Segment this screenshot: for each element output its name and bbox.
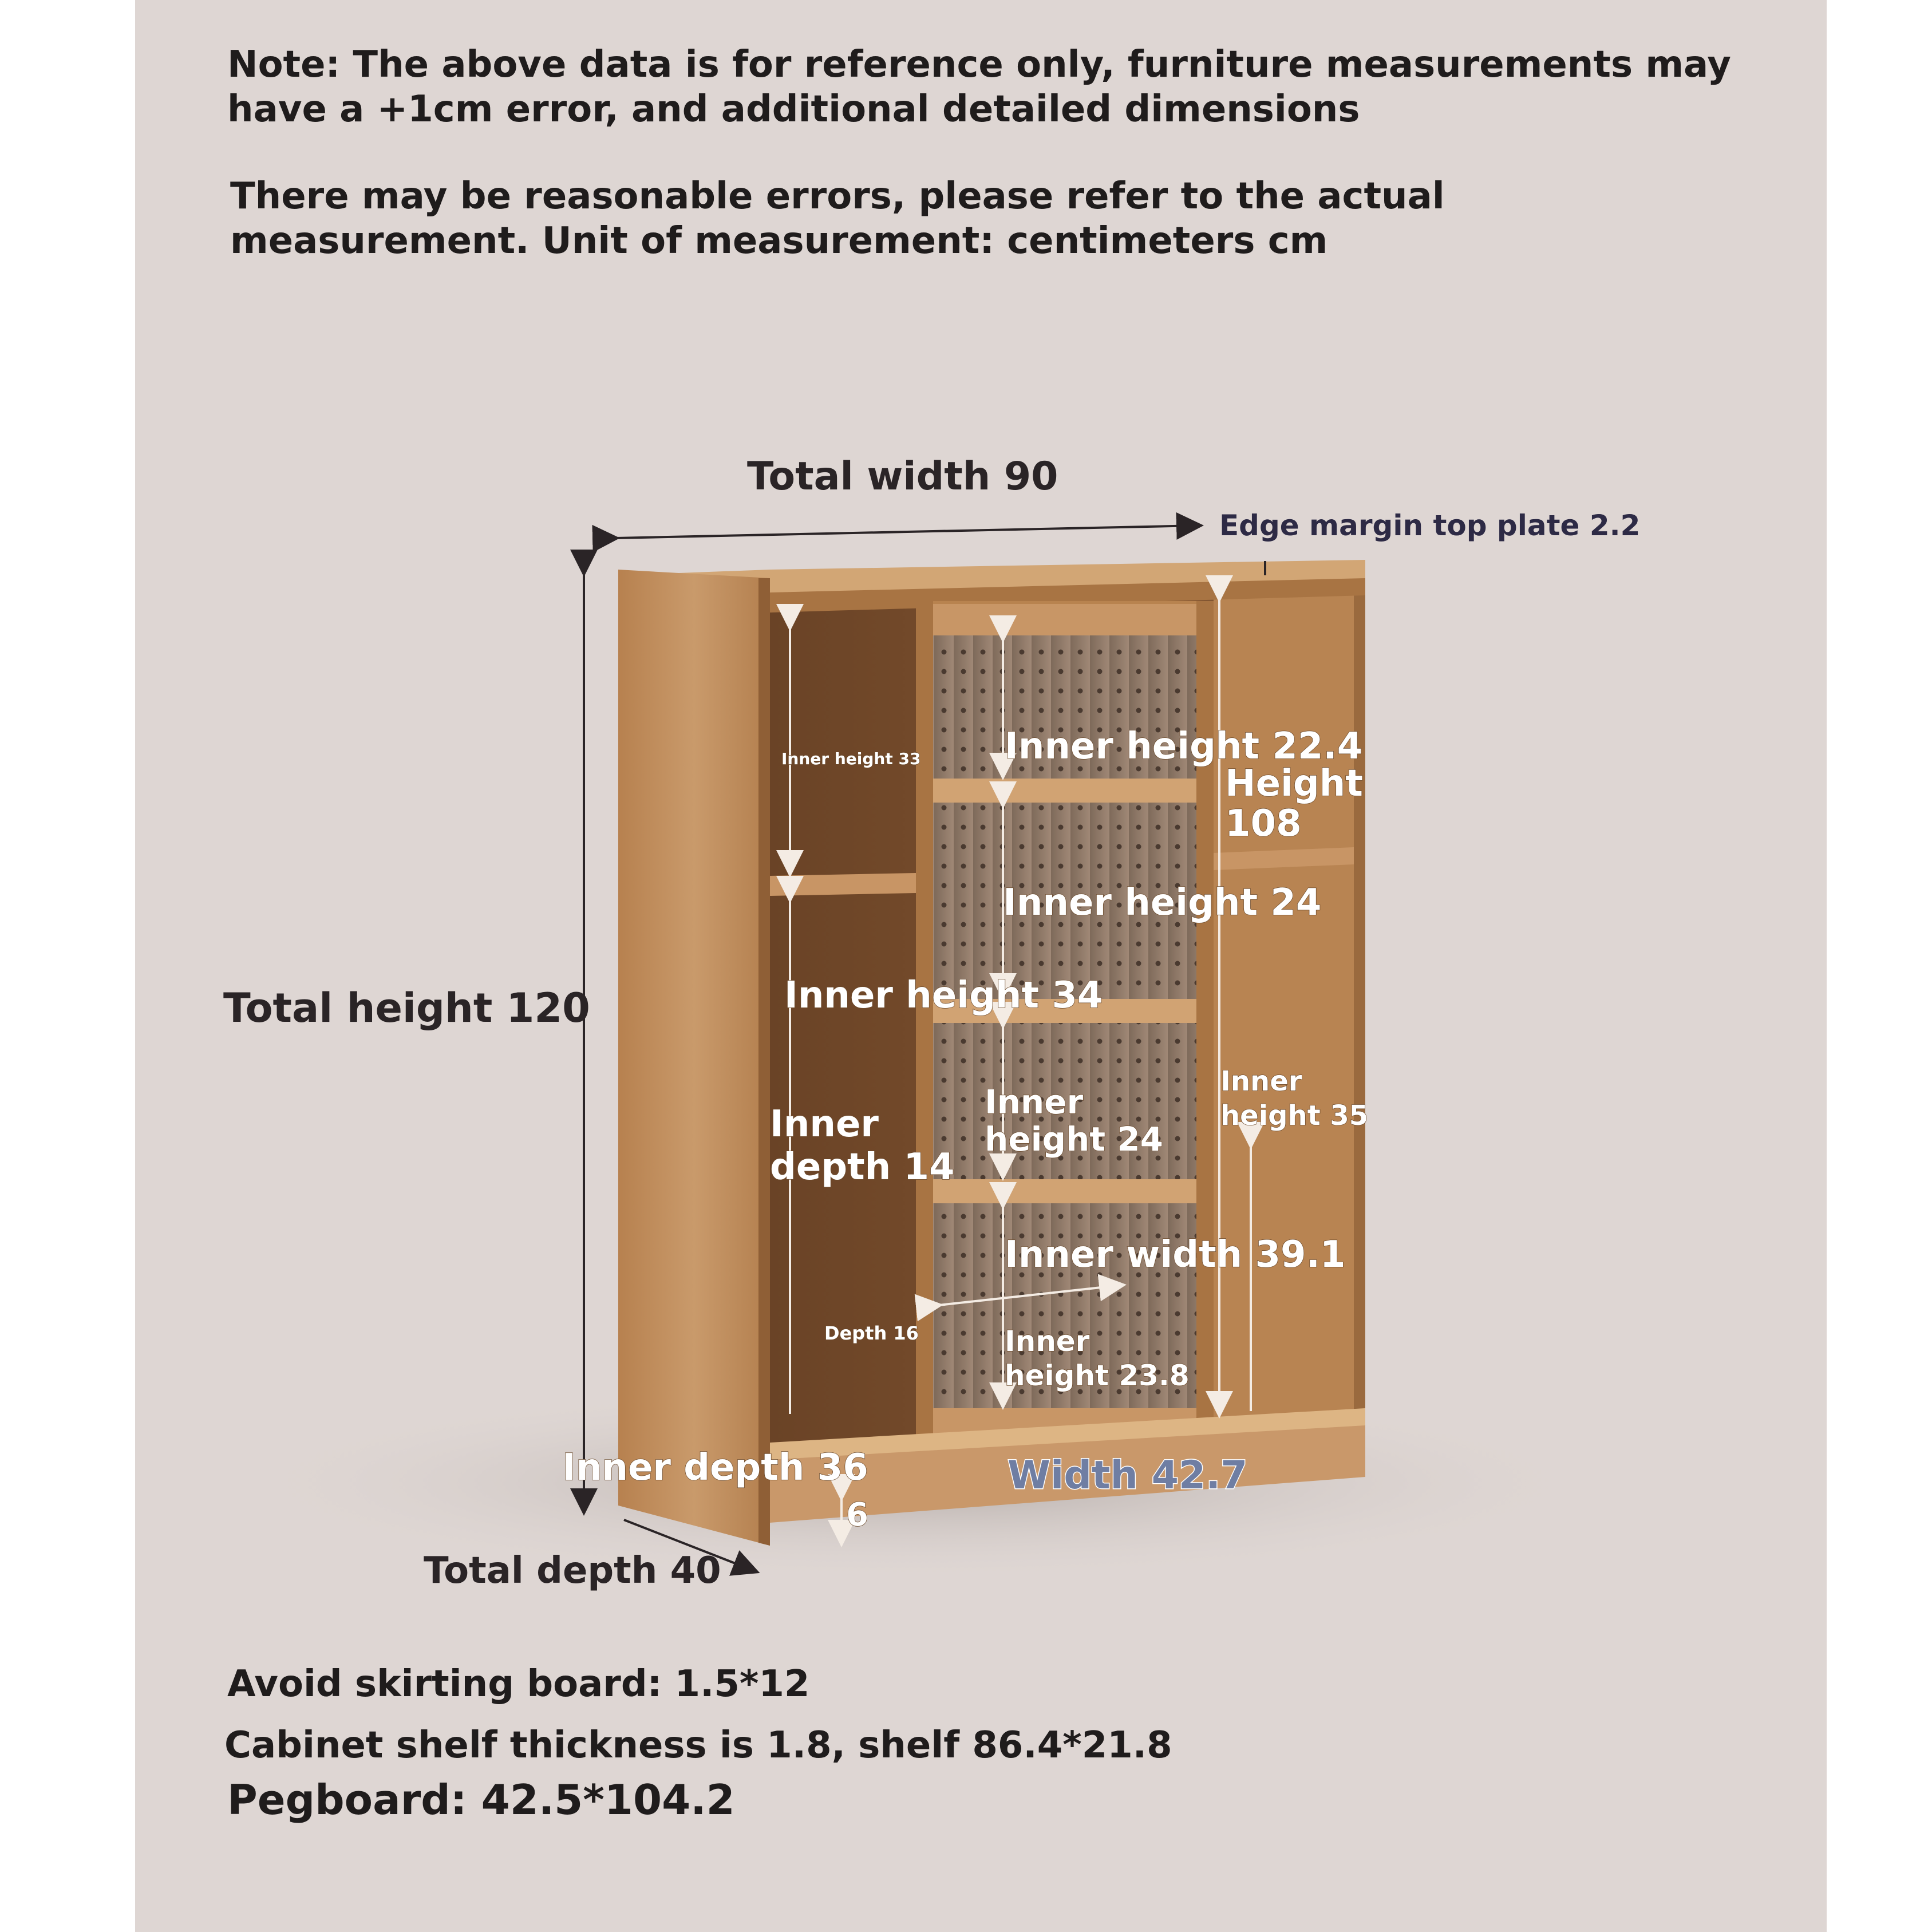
- width-42-7-label: Width 42.7: [1008, 1453, 1248, 1498]
- inner-height-24-b-label-line2: height 24: [985, 1120, 1163, 1159]
- inner-height-24-b-label-line1: Inner: [985, 1082, 1084, 1121]
- inner-height-35-label-line1: Inner: [1220, 1065, 1302, 1097]
- edge-margin-label: Edge margin top plate 2.2: [1219, 509, 1641, 542]
- inner-width-label: Inner width 39.1: [1005, 1234, 1346, 1276]
- inner-height-33-label: Inner height 33: [781, 749, 921, 768]
- total-height-label: Total height 120: [223, 985, 590, 1032]
- inner-height-23-8-label-line1: Inner: [1005, 1325, 1090, 1358]
- total-depth-label: Total depth 40: [424, 1550, 721, 1592]
- base-6-label: 6: [846, 1496, 868, 1534]
- pegboard-left-stile: [916, 601, 933, 1443]
- height-108-label-line1: Height: [1225, 762, 1363, 805]
- inner-height-23-8-label-line2: height 23.8: [1005, 1359, 1190, 1392]
- pegboard-top-rail: [927, 604, 1202, 635]
- cabinet-left-panel-edge: [758, 578, 770, 1546]
- inner-height-22-4-label: Inner height 22.4: [1005, 725, 1363, 768]
- height-108-label-line2: 108: [1225, 803, 1302, 845]
- left-compartment-shelf: [770, 873, 916, 896]
- cabinet-right-edge: [1354, 564, 1365, 1465]
- total-width-line: [615, 526, 1199, 538]
- total-width-label: Total width 90: [747, 454, 1058, 499]
- pegboard-shelf-1: [933, 779, 1196, 803]
- inner-depth-36-label: Inner depth 36: [562, 1447, 868, 1489]
- spec-shelf-thickness: Cabinet shelf thickness is 1.8, shelf 86.4*21.8: [224, 1724, 1172, 1767]
- spec-pegboard: Pegboard: 42.5*104.2: [227, 1776, 735, 1824]
- inner-depth-14-label-line2: depth 14: [770, 1146, 955, 1188]
- cabinet-left-panel: [618, 570, 770, 1546]
- note-measurement-unit: There may be reasonable errors, please refer to the actual measurement. Unit of measurement: centimeters cm: [230, 175, 1445, 262]
- inner-height-24-a-label: Inner height 24: [1003, 882, 1322, 924]
- spec-skirting-board: Avoid skirting board: 1.5*12: [227, 1663, 810, 1705]
- depth-16-label: Depth 16: [824, 1322, 919, 1344]
- pegboard-shelf-3: [933, 1179, 1196, 1203]
- note-reference: Note: The above data is for reference only, furniture measurements may have a +1cm error, and additional detailed dimensions: [227, 44, 1731, 131]
- inner-height-35-label-line2: height 35: [1220, 1100, 1369, 1132]
- cabinet-right-panel: [1214, 564, 1365, 1463]
- inner-height-34-label: Inner height 34: [784, 974, 1103, 1017]
- inner-depth-14-label-line1: Inner: [770, 1103, 879, 1145]
